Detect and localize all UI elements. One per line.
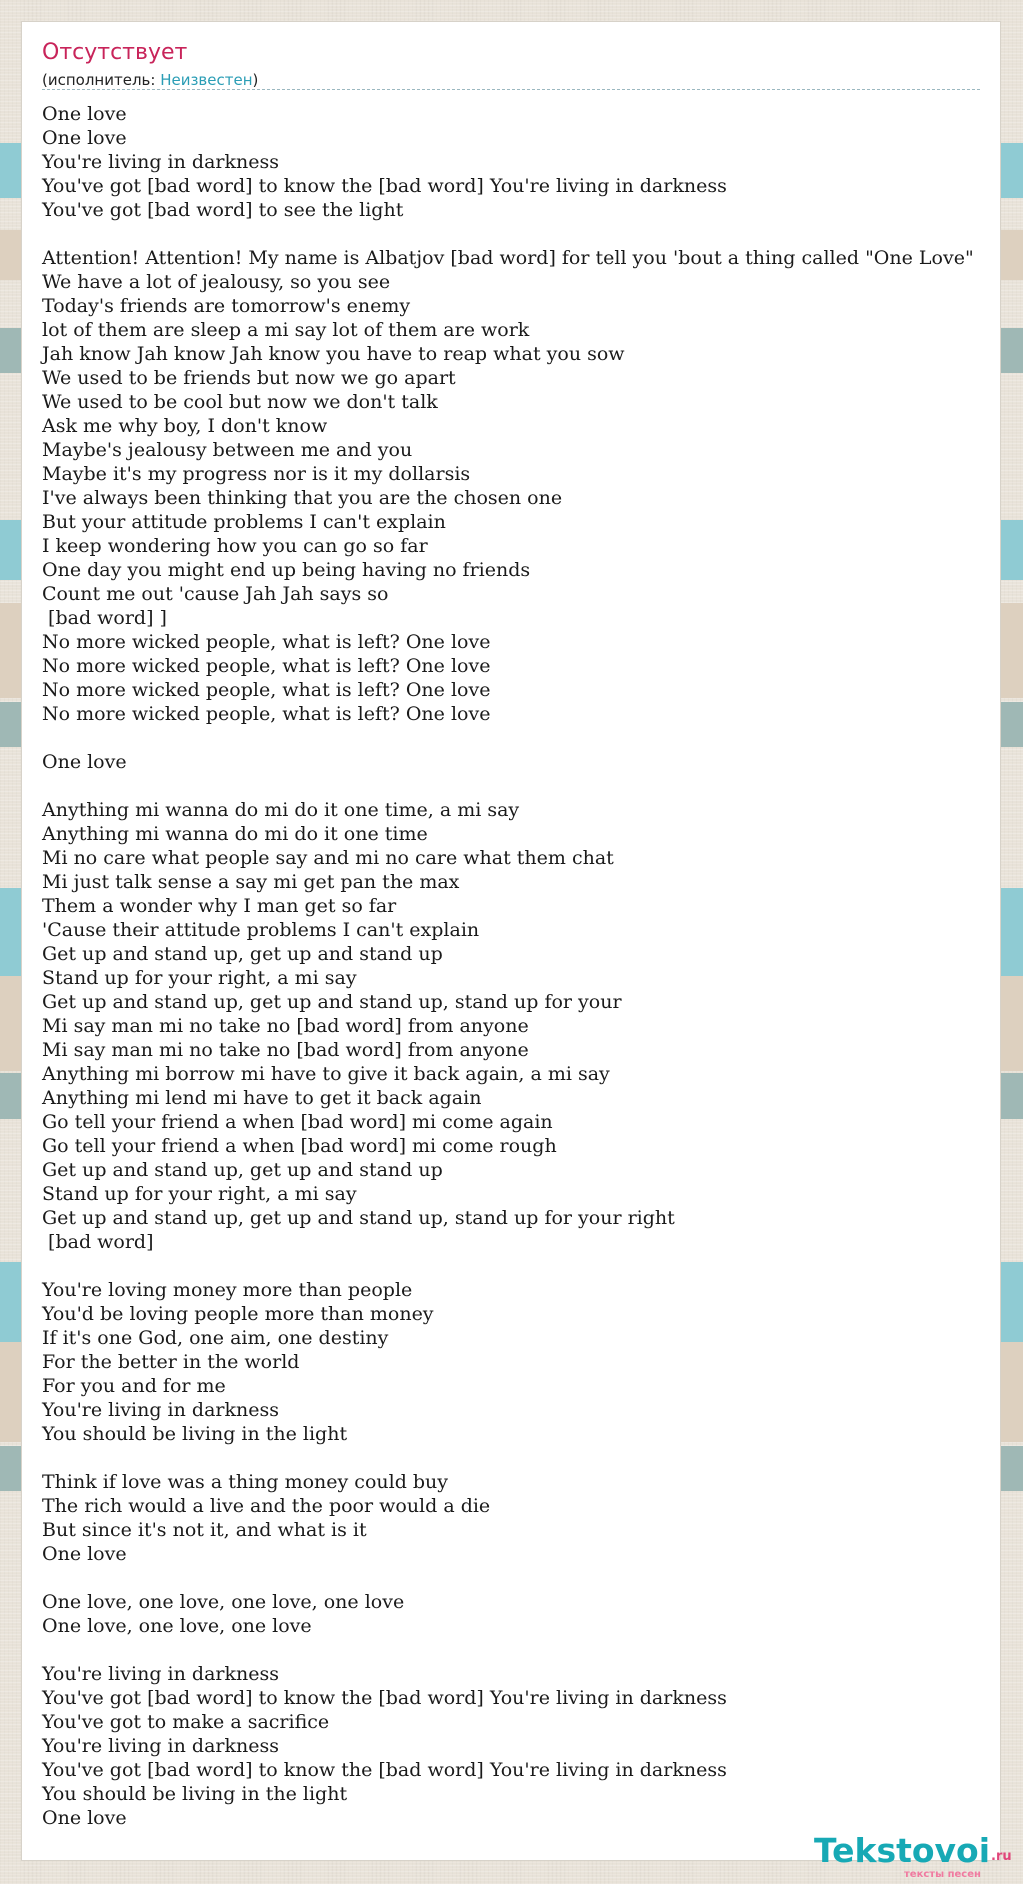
lyric-line: Anything mi borrow mi have to give it back again, a mi say [42, 1063, 610, 1085]
artist-link[interactable]: Неизвестен [160, 71, 253, 89]
logo-name: Tekstovoi [814, 1831, 991, 1870]
lyric-line: We used to be cool but now we don't talk [42, 391, 438, 413]
lyric-line: You're living in darkness [42, 1399, 279, 1421]
lyric-line: One love [42, 127, 127, 149]
lyric-line: You've got [bad word] to know the [bad word] You're living in darkness [42, 1759, 727, 1781]
lyric-blank-line [42, 774, 974, 798]
lyric-line: One day you might end up being having no friends [42, 559, 531, 581]
site-logo[interactable] [814, 1831, 1022, 1884]
lyric-line: The rich would a live and the poor would a die [42, 1495, 491, 1517]
lyric-line: No more wicked people, what is left? One love [42, 679, 491, 701]
lyric-line: One love [42, 103, 127, 125]
lyric-line: For you and for me [42, 1375, 226, 1397]
song-title: Отсутствует [42, 40, 188, 65]
lyric-line: One love, one love, one love [42, 1615, 312, 1637]
lyric-line: No more wicked people, what is left? One love [42, 631, 491, 653]
lyric-line: Anything mi wanna do mi do it one time, a mi say [42, 799, 520, 821]
lyric-line: One love [42, 751, 127, 773]
lyric-line: lot of them are sleep a mi say lot of them are work [42, 319, 530, 341]
artist-suffix: ) [252, 71, 259, 89]
lyric-line: No more wicked people, what is left? One love [42, 655, 491, 677]
lyric-line: One love [42, 1543, 127, 1565]
lyric-line: Ask me why boy, I don't know [42, 415, 328, 437]
lyric-line: You should be living in the light [42, 1783, 348, 1805]
lyric-line: You'd be loving people more than money [42, 1303, 434, 1325]
lyric-line: Jah know Jah know Jah know you have to reap what you sow [42, 343, 625, 365]
lyric-line: Attention! Attention! My name is Albatjov [bad word] for tell you 'bout a thing called "One Love" [42, 247, 974, 269]
lyric-line: Think if love was a thing money could buy [42, 1471, 449, 1493]
lyric-line: Count me out 'cause Jah Jah says so [42, 583, 389, 605]
lyric-line: I've always been thinking that you are the chosen one [42, 487, 563, 509]
lyric-line: Anything mi wanna do mi do it one time [42, 823, 428, 845]
lyric-line: Mi say man mi no take no [bad word] from anyone [42, 1039, 529, 1061]
lyric-line: You've got to make a sacrifice [42, 1711, 330, 1733]
lyric-line: Get up and stand up, get up and stand up [42, 943, 443, 965]
lyric-line: Maybe it's my progress nor is it my dollarsis [42, 463, 471, 485]
lyric-line: [bad word] [42, 1231, 154, 1253]
lyric-line: One love, one love, one love, one love [42, 1591, 405, 1613]
lyric-line: 'Cause their attitude problems I can't explain [42, 919, 480, 941]
lyric-line: Maybe's jealousy between me and you [42, 439, 413, 461]
lyric-line: You should be living in the light [42, 1423, 348, 1445]
artist-line [42, 71, 258, 89]
lyrics-text [42, 102, 974, 1830]
lyric-line: You've got [bad word] to know the [bad word] You're living in darkness [42, 1687, 727, 1709]
lyric-blank-line [42, 1446, 974, 1470]
lyric-line: We have a lot of jealousy, so you see [42, 271, 391, 293]
lyric-line: No more wicked people, what is left? One love [42, 703, 491, 725]
lyric-blank-line [42, 1254, 974, 1278]
lyric-line: Stand up for your right, a mi say [42, 1183, 357, 1205]
lyric-blank-line [42, 1638, 974, 1662]
lyric-line: Get up and stand up, get up and stand up [42, 1159, 443, 1181]
lyric-line: We used to be friends but now we go apart [42, 367, 456, 389]
lyric-line: But your attitude problems I can't explain [42, 511, 446, 533]
lyric-line: Get up and stand up, get up and stand up, stand up for your [42, 991, 622, 1013]
lyric-line: Get up and stand up, get up and stand up, stand up for your right [42, 1207, 675, 1229]
lyric-blank-line [42, 1566, 974, 1590]
lyric-line: But since it's not it, and what is it [42, 1519, 367, 1541]
lyric-line: Go tell your friend a when [bad word] mi come rough [42, 1135, 557, 1157]
lyric-line: You're loving money more than people [42, 1279, 413, 1301]
artist-prefix: (исполнитель: [42, 71, 161, 89]
lyric-line: Mi no care what people say and mi no care what them chat [42, 847, 614, 869]
lyric-line: Stand up for your right, a mi say [42, 967, 357, 989]
lyric-line: You're living in darkness [42, 151, 279, 173]
lyric-blank-line [42, 222, 974, 246]
lyric-line: Mi say man mi no take no [bad word] from anyone [42, 1015, 529, 1037]
lyric-blank-line [42, 726, 974, 750]
lyric-line: You're living in darkness [42, 1735, 279, 1757]
lyric-line: [bad word] ] [42, 607, 167, 629]
lyric-line: I keep wondering how you can go so far [42, 535, 428, 557]
lyrics-card [21, 21, 1012, 1880]
lyric-line: One love [42, 1807, 127, 1829]
lyric-line: Go tell your friend a when [bad word] mi come again [42, 1111, 553, 1133]
lyric-line: You're living in darkness [42, 1663, 279, 1685]
lyric-line: Them a wonder why I man get so far [42, 895, 397, 917]
lyric-line: Anything mi lend mi have to get it back again [42, 1087, 482, 1109]
logo-tagline: тексты песен [904, 1869, 981, 1880]
lyric-line: Today's friends are tomorrow's enemy [42, 295, 411, 317]
lyric-line: You've got [bad word] to see the light [42, 199, 404, 221]
logo-tld: .ru [991, 1849, 1012, 1864]
lyric-line: If it's one God, one aim, one destiny [42, 1327, 389, 1349]
lyric-line: You've got [bad word] to know the [bad word] You're living in darkness [42, 175, 727, 197]
lyric-line: Mi just talk sense a say mi get pan the max [42, 871, 460, 893]
title-divider [42, 89, 980, 90]
lyric-line: For the better in the world [42, 1351, 300, 1373]
